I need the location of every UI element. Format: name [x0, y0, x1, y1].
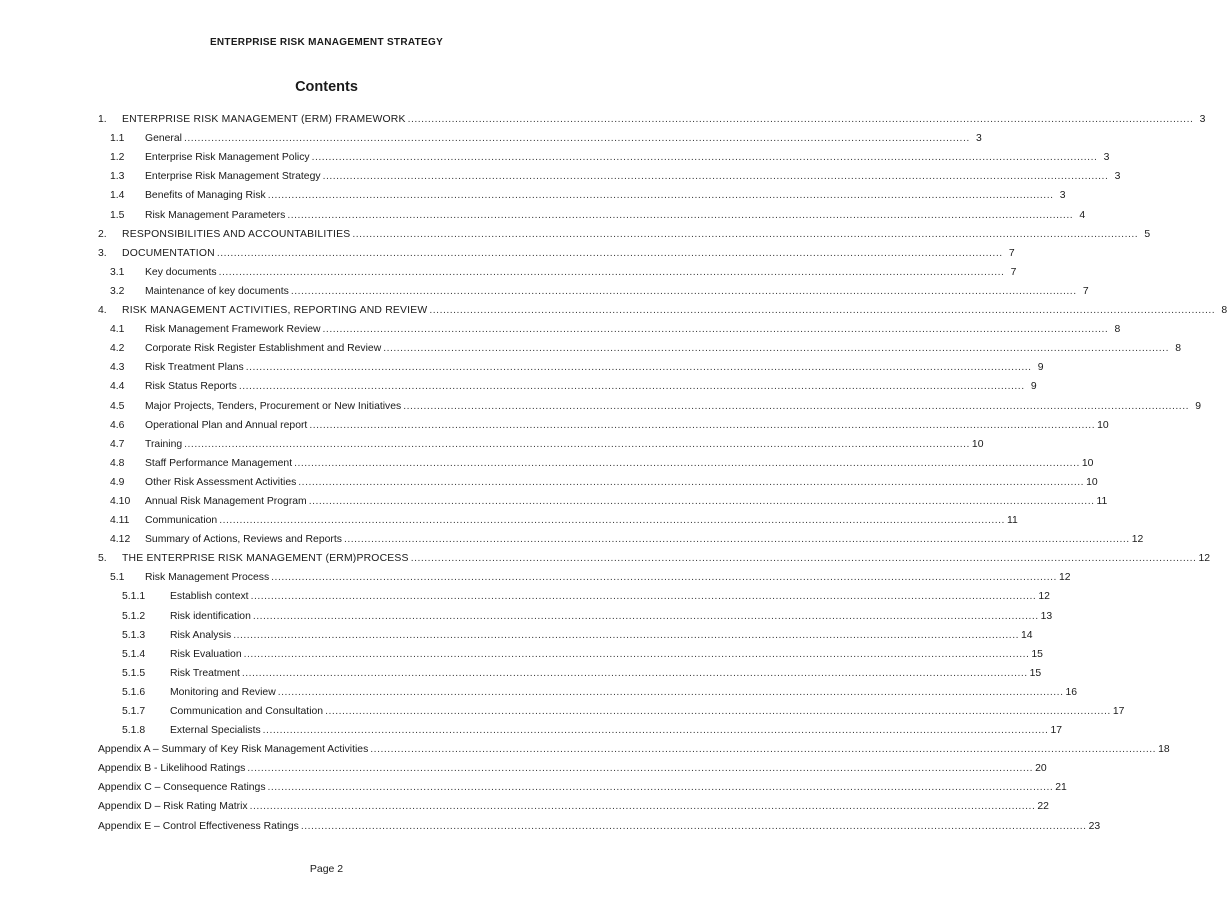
toc-dot-leader [250, 800, 1036, 814]
toc-entry-number: 5.1.6 [122, 686, 146, 698]
toc-entry-number: 4.5 [110, 400, 125, 412]
toc-entry-number: 5.1 [110, 572, 125, 584]
toc-entry-number: 4.2 [110, 343, 125, 355]
toc-entry-page: 3 [1199, 114, 1206, 126]
toc-entry-label: Risk Treatment [170, 667, 240, 679]
toc-dot-leader [352, 228, 1138, 242]
toc-entry-page: 17 [1050, 725, 1062, 737]
toc-dot-leader [184, 132, 970, 146]
toc-entry-label: Establish context [170, 591, 249, 603]
toc-entry-page: 5 [1144, 228, 1151, 240]
toc-entry-number: 4.12 [110, 534, 131, 546]
toc-entry-label: ENTERPRISE RISK MANAGEMENT (ERM) FRAMEWORK [122, 114, 406, 126]
toc-entry-label: Annual Risk Management Program [145, 495, 307, 507]
page-number: Page 2 [309, 863, 344, 875]
toc-dot-leader [184, 438, 970, 452]
toc-entry[interactable] [98, 452, 1094, 471]
toc-dot-leader [325, 705, 1111, 719]
toc-dot-leader [411, 552, 1197, 566]
toc-entry-page: 7 [1008, 247, 1015, 259]
toc-entry-page: 17 [1112, 706, 1125, 717]
toc-entry-page: 8 [1175, 343, 1181, 355]
toc-entry-number: 1.3 [110, 171, 125, 183]
toc-dot-leader [403, 400, 1189, 414]
toc-entry-page: 3 [1103, 152, 1110, 164]
toc-entry[interactable] [98, 547, 1211, 566]
toc-entry-page: 8 [1221, 305, 1227, 317]
toc-entry-label: Risk Analysis [170, 629, 232, 641]
toc-dot-leader [268, 781, 1054, 795]
toc-dot-leader [309, 495, 1095, 509]
toc-entry[interactable] [98, 165, 1121, 184]
toc-dot-leader [239, 380, 1025, 394]
table-of-contents [98, 108, 1227, 834]
toc-entry-page: 12 [1038, 591, 1050, 603]
toc-entry-page: 10 [1086, 476, 1098, 488]
toc-entry-page: 16 [1065, 686, 1078, 698]
toc-dot-leader [219, 266, 1005, 280]
toc-entry-label: Monitoring and Review [170, 686, 276, 698]
toc-entry[interactable] [98, 624, 1033, 643]
toc-entry[interactable] [98, 394, 1201, 413]
toc-entry-page: 11 [1006, 515, 1018, 527]
toc-entry-label: Other Risk Assessment Activities [145, 476, 297, 488]
toc-dot-leader [219, 514, 1005, 528]
toc-entry-label: Enterprise Risk Management Policy [145, 152, 310, 164]
toc-dot-leader [370, 743, 1156, 757]
toc-entry-page: 9 [1030, 381, 1037, 393]
toc-entry[interactable] [98, 700, 1125, 719]
toc-entry-label: Risk Management Framework Review [145, 324, 321, 336]
toc-entry-page: 9 [1195, 400, 1201, 412]
toc-entry-label: Key documents [145, 266, 217, 278]
toc-entry-label: RESPONSIBILITIES AND ACCOUNTABILITIES [122, 228, 351, 240]
toc-entry[interactable] [98, 261, 1017, 280]
toc-entry-label: General [145, 133, 182, 145]
toc-dot-leader [287, 209, 1073, 223]
toc-entry-number: 4. [98, 305, 107, 317]
toc-entry-number: 4.7 [110, 438, 125, 450]
toc-entry-number: 5.1.5 [122, 667, 146, 679]
toc-entry[interactable] [98, 509, 1018, 528]
toc-entry-page: 8 [1114, 324, 1121, 336]
toc-dot-leader [408, 113, 1194, 127]
toc-entry-label: Appendix D – Risk Rating Matrix [98, 801, 248, 813]
toc-entry-number: 3.2 [110, 285, 125, 297]
toc-entry-number: 5. [98, 553, 107, 565]
toc-entry-page: 7 [1082, 285, 1089, 297]
toc-entry-label: Risk Management Process [145, 572, 270, 584]
toc-entry[interactable] [98, 643, 1043, 662]
toc-entry-number: 4.3 [110, 362, 125, 374]
toc-entry-page: 3 [975, 133, 982, 145]
toc-appendix-entry[interactable] [98, 795, 1049, 814]
toc-entry-page: 4 [1079, 209, 1086, 221]
toc-dot-leader [246, 361, 1032, 375]
toc-entry[interactable] [98, 662, 1042, 681]
toc-entry-page: 13 [1040, 610, 1053, 622]
toc-entry-number: 1.5 [110, 209, 125, 221]
toc-entry[interactable] [98, 337, 1181, 356]
toc-dot-leader [253, 610, 1039, 624]
toc-dot-leader [309, 419, 1095, 433]
toc-entry-number: 4.9 [110, 476, 125, 488]
toc-dot-leader [323, 170, 1109, 184]
toc-dot-leader [247, 762, 1033, 776]
toc-entry[interactable] [98, 280, 1089, 299]
toc-entry-label: Summary of Actions, Reviews and Reports [145, 534, 342, 546]
toc-dot-leader [429, 304, 1215, 318]
toc-entry-label: Appendix E – Control Effectiveness Ratings [98, 820, 299, 832]
toc-entry-number: 5.1.8 [122, 725, 146, 737]
toc-entry-page: 18 [1158, 744, 1170, 756]
toc-dot-leader [233, 629, 1019, 643]
toc-entry-number: 1. [98, 114, 107, 126]
toc-appendix-entry[interactable] [98, 814, 1101, 833]
toc-entry-number: 5.1.1 [122, 591, 146, 603]
toc-entry-page: 14 [1020, 629, 1033, 641]
toc-entry-page: 12 [1058, 572, 1071, 584]
toc-entry-page: 15 [1029, 667, 1042, 679]
toc-dot-leader [263, 724, 1049, 738]
toc-entry-page: 20 [1035, 763, 1047, 775]
toc-appendix-entry[interactable] [98, 776, 1067, 795]
toc-entry-number: 4.10 [110, 495, 131, 507]
toc-dot-leader [244, 648, 1030, 662]
toc-appendix-entry[interactable] [98, 738, 1170, 757]
toc-entry-page: 15 [1031, 648, 1043, 660]
toc-dot-leader [291, 285, 1077, 299]
toc-entry-label: Risk Status Reports [145, 381, 237, 393]
toc-entry-label: Risk identification [170, 610, 251, 622]
toc-entry[interactable] [98, 528, 1144, 547]
toc-entry-label: Appendix B - Likelihood Ratings [98, 763, 246, 775]
toc-entry-label: Training [145, 438, 183, 450]
toc-dot-leader [323, 323, 1109, 337]
toc-entry[interactable] [98, 146, 1110, 165]
toc-entry-page: 22 [1037, 801, 1049, 813]
toc-entry-number: 4.8 [110, 457, 125, 469]
toc-entry-page: 12 [1131, 534, 1144, 546]
toc-entry-number: 2. [98, 228, 107, 240]
toc-entry-label: Appendix C – Consequence Ratings [98, 782, 266, 794]
toc-dot-leader [278, 686, 1064, 700]
toc-entry[interactable] [98, 566, 1071, 585]
toc-dot-leader [217, 247, 1003, 261]
toc-entry[interactable] [98, 681, 1078, 700]
toc-entry[interactable] [98, 585, 1050, 604]
toc-entry-number: 1.2 [110, 152, 125, 164]
toc-appendix-entry[interactable] [98, 757, 1047, 776]
toc-dot-leader [242, 667, 1028, 681]
toc-entry-number: 5.1.3 [122, 629, 146, 641]
toc-entry-number: 5.1.2 [122, 610, 146, 622]
toc-entry-label: DOCUMENTATION [122, 247, 215, 259]
toc-entry-label: Risk Management Parameters [145, 209, 286, 221]
toc-entry[interactable] [98, 223, 1151, 242]
toc-entry-label: Benefits of Managing Risk [145, 190, 266, 202]
toc-entry-label: External Specialists [170, 725, 261, 737]
toc-entry-number: 5.1.7 [122, 706, 146, 717]
toc-entry[interactable] [98, 127, 982, 146]
toc-entry[interactable] [98, 299, 1227, 318]
toc-entry[interactable] [98, 318, 1121, 337]
toc-entry[interactable] [98, 356, 1044, 375]
toc-entry[interactable] [98, 490, 1108, 509]
toc-entry-page: 10 [1097, 419, 1109, 431]
toc-entry-number: 4.11 [110, 515, 130, 527]
toc-entry-page: 10 [971, 438, 984, 450]
toc-dot-leader [298, 476, 1084, 490]
toc-entry-number: 3. [98, 247, 107, 259]
toc-entry-number: 1.4 [110, 190, 125, 202]
toc-entry[interactable] [98, 203, 1086, 222]
toc-entry[interactable] [98, 433, 984, 452]
toc-entry-label: Communication [145, 515, 218, 527]
toc-entry-label: RISK MANAGEMENT ACTIVITIES, REPORTING AND REVIEW [122, 305, 428, 317]
toc-dot-leader [344, 533, 1130, 547]
toc-entry-label: Communication and Consultation [170, 706, 324, 717]
toc-entry-page: 12 [1198, 553, 1211, 565]
toc-entry-number: 1.1 [110, 133, 125, 145]
toc-entry[interactable] [98, 471, 1098, 490]
toc-dot-leader [294, 457, 1080, 471]
toc-entry-page: 21 [1055, 782, 1067, 794]
contents-title: Contents [295, 79, 358, 95]
toc-entry[interactable] [98, 375, 1037, 394]
toc-entry-label: Major Projects, Tenders, Procurement or New Initiatives [145, 400, 402, 412]
toc-entry-number: 4.4 [110, 381, 125, 393]
toc-entry[interactable] [98, 719, 1062, 738]
toc-entry-page: 3 [1059, 190, 1066, 202]
toc-dot-leader [383, 342, 1169, 356]
toc-entry-page: 7 [1010, 266, 1017, 278]
toc-entry-label: Risk Treatment Plans [145, 362, 244, 374]
toc-entry-number: 4.1 [110, 324, 125, 336]
toc-entry-label: Appendix A – Summary of Key Risk Management Activities [98, 744, 369, 756]
toc-dot-leader [268, 189, 1054, 203]
toc-entry-label: Corporate Risk Register Establishment and Review [145, 343, 382, 355]
toc-dot-leader [271, 571, 1057, 585]
toc-entry-label: Risk Evaluation [170, 648, 242, 660]
toc-entry-page: 23 [1088, 820, 1101, 832]
toc-entry-page: 10 [1081, 457, 1094, 469]
toc-entry[interactable] [98, 604, 1053, 623]
toc-dot-leader [312, 151, 1098, 165]
toc-entry-page: 9 [1037, 362, 1044, 374]
running-header: ENTERPRISE RISK MANAGEMENT STRATEGY [209, 37, 444, 48]
toc-entry-label: Maintenance of key documents [145, 285, 289, 297]
toc-entry-label: Enterprise Risk Management Strategy [145, 171, 321, 183]
toc-entry[interactable] [98, 184, 1066, 203]
toc-dot-leader [251, 590, 1037, 604]
toc-entry-number: 3.1 [110, 266, 125, 278]
toc-entry[interactable] [98, 108, 1206, 127]
toc-entry-label: Staff Performance Management [145, 457, 293, 469]
toc-entry[interactable] [98, 414, 1109, 433]
toc-entry[interactable] [98, 242, 1015, 261]
toc-entry-label: Operational Plan and Annual report [145, 419, 308, 431]
toc-entry-label: THE ENTERPRISE RISK MANAGEMENT (ERM)PROCESS [122, 553, 409, 565]
toc-entry-page: 11 [1096, 495, 1108, 507]
toc-entry-number: 4.6 [110, 419, 125, 431]
toc-entry-page: 3 [1114, 171, 1121, 183]
toc-dot-leader [301, 820, 1087, 834]
toc-entry-number: 5.1.4 [122, 648, 146, 660]
